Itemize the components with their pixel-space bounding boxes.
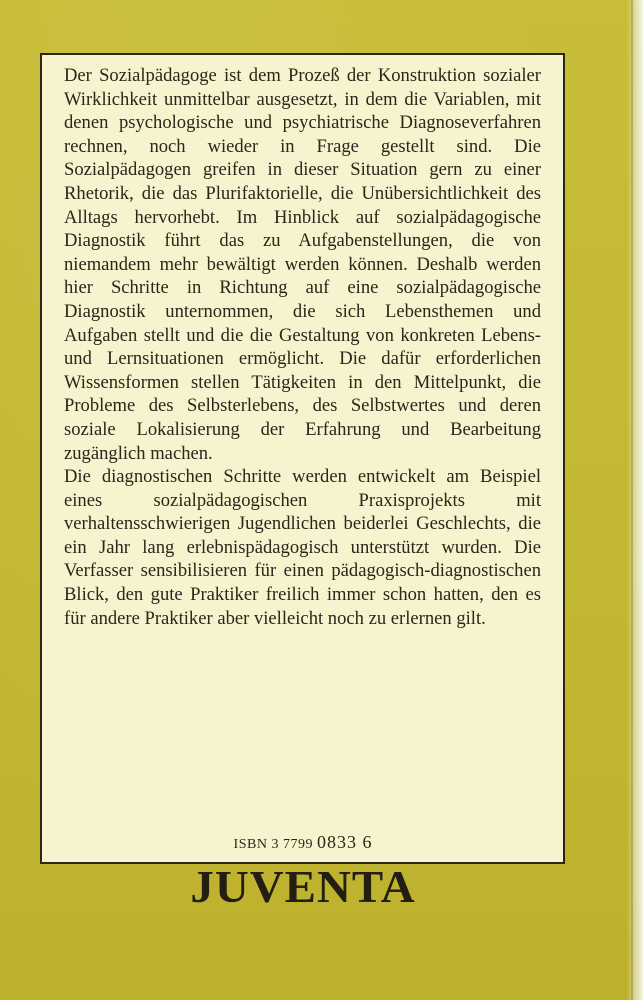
scan-edge <box>627 0 643 1000</box>
isbn-line <box>0 832 606 853</box>
isbn-number: 0833 6 <box>316 832 373 852</box>
isbn-prefix: ISBN 3 7799 <box>233 837 313 852</box>
publisher-logo: JUVENTA <box>190 861 416 912</box>
blurb-paragraph-1: Der Sozialpädagoge ist dem Prozeß der Konstruktion sozialer Wirklichkeit unmittelbar ausgesetzt, in dem die Variablen, mit denen psychologische und psychiatrische Diagnoseverfahren rechnen, noch wieder in Frage gestellt sind. Die Sozialpädagogen greifen in dieser Situation gern zu einer Rhetorik, die das Plurifaktorielle, die Unübersichtlichkeit des Alltags hervorhebt. Im Hinblick auf sozialpädagogische Diagnostik führt das zu Aufgabenstellungen, die von niemandem mehr bewältigt werden können. Deshalb werden hier Schritte in Richtung auf eine sozialpädagogische Diagnostik unternommen, die sich Lebensthemen und Aufgaben stellt und die die Gestaltung von konkreten Lebens- und Lernsituationen ermöglicht. Die dafür erforderlichen Wissensformen stellen Tätigkeiten in den Mittelpunkt, die Probleme des Selbsterlebens, des Selbstwertes und deren soziale Lokalisierung der Erfahrung und Bearbeitung zugänglich machen. <box>64 65 541 464</box>
blurb-text <box>64 64 541 630</box>
blurb-paragraph-2: Die diagnostischen Schritte werden entwickelt am Beispiel eines sozialpädagogischen Praxisprojekts mit verhaltensschwierigen Jugendlichen beiderlei Geschlechts, die ein Jahr lang erlebnispädagogisch unterstützt wurden. Die Verfasser sensibilisieren für einen pädagogisch-diagnostischen Blick, den gute Praktiker freilich immer schon hatten, den es für andere Praktiker aber vielleicht noch zu erlernen gilt. <box>64 466 541 629</box>
